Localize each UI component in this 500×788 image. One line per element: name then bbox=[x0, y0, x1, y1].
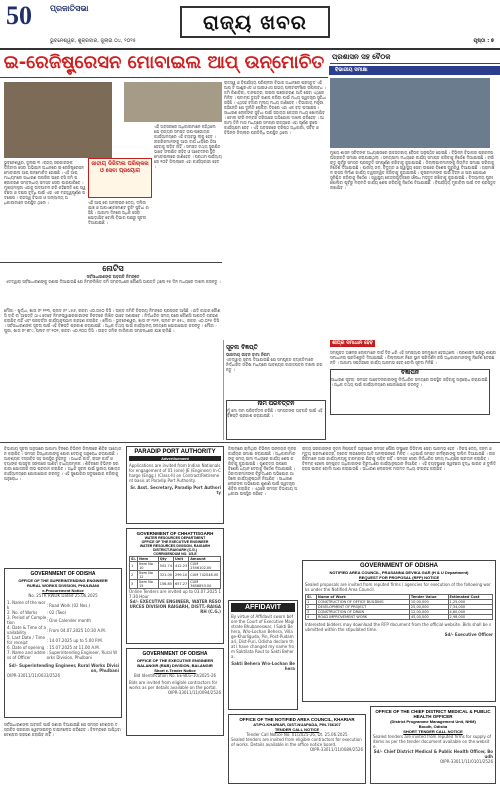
table-cell: : 15.07.2025 at 11.00 A.M. bbox=[46, 645, 101, 650]
affidavit-ad bbox=[228, 600, 298, 710]
cg-sub1: WATER RESOURCES DEPARTMENT bbox=[144, 536, 206, 540]
superintending-tender-ad bbox=[4, 568, 122, 718]
nac-sub1: NOTIFIED AREA COUNCIL, PRASANNA DEVIKA GAR (H & U Department) bbox=[329, 570, 469, 575]
bal-sub4: Bid Identification No. EE-BLG-10/2025-26 bbox=[133, 673, 217, 678]
table-header: Unit bbox=[173, 557, 188, 562]
logo-number: 50 bbox=[6, 1, 32, 30]
red-story-tag: ଶୀଘ୍ର ସମାଧାନ ହେବ bbox=[332, 340, 373, 346]
table-cell: 4 bbox=[306, 615, 317, 620]
page-number: ପୃଷ୍ଠା : ୭ bbox=[473, 38, 494, 44]
table-header: Item bbox=[138, 557, 159, 562]
small-ad-1-title: ନାମ ପରିବର୍ତ୍ତନ bbox=[257, 401, 295, 407]
notice-body: ମୌଜା - ଖୁର୍ଦ୍ଧା, ଖାତା ନଂ ୧୨୩, ପ୍ଲଟ ନଂ ୪୫୬, ରକବା ଏ୦.୦୫୦ ଡିସି । ଉକ୍ତ ଜମିଟି ବିକ୍ରୟ ନିମନ୍ତେ ପ୍ରସ୍ତାବ ଆସିଛି । ଯଦି କାହାର କୌଣସି ଦାବି ବା ଆପତ୍ତି ଥାଏ ତେବେ ନିମ୍ନସ୍ୱାକ୍ଷରକାରୀଙ୍କ ନିକଟରେ ଲିଖିତ ଭାବେ ଜଣାଇବେ । ନିର୍ଦ୍ଧାରିତ ସମୟ ପରେ କୌଣସି ଆପତ୍ତି ଗ୍ରହଣ କରାଯିବ ନାହିଁ ଏବଂ ପରବର୍ତ୍ତୀ କାର୍ଯ୍ୟାନୁଷ୍ଠାନ ଗ୍ରହଣ କରାଯିବ । ମୌଜା - ଭୁବନେଶ୍ୱର, ଖାତା ନଂ ୩୨୧, ପ୍ଲଟ ନଂ ୬୫୪, ରକବା ଏ୦.୦୨୫ ଡିସି । ସର୍ବସାଧାରଣଙ୍କ ସୂଚନା ପାଇଁ ଏହି ବିଜ୍ଞପ୍ତି ପ୍ରକାଶ କରାଯାଉଛି । ଅଧିକ ତଥ୍ୟ ପାଇଁ କାର୍ଯ୍ୟାଳୟ ସମୟରେ ଯୋଗାଯୋଗ କରନ୍ତୁ । ମୌଜା - ପୁରୀ, ଖାତା ନଂ ୭୮୯, ପ୍ଲଟ ନଂ ୧୦୧, ରକବା ଏ୦.୧୦୦ ଡିସି । ଉକ୍ତ ଜମିର ମାଲିକାନା ସମ୍ବନ୍ଧରେ ଯାଞ୍ଚ ଚାଲିଛି । bbox=[4, 308, 221, 333]
table-cell: CUM 3658853.00 bbox=[189, 580, 221, 589]
kh-ref: OIPR-33011/11/0089/2526 bbox=[309, 747, 363, 752]
table-cell: 4,60,000 bbox=[448, 610, 492, 615]
table-cell: 25,00,000 bbox=[409, 605, 448, 610]
story-text-col4: ରାଜସ୍ୱ ଓ ବିପର୍ଯ୍ୟୟ ପରିଚାଳନା ବିଭାଗ ଅଧୀନରେ ପ୍ରସ୍ତୁତ ଏହି ଆପ୍ ଟି ଆଣ୍ଡ୍ରଏଡ ଓ ଆଇଓଏସ ଉଭୟ ପ୍ଲାଟଫର୍ମରେ ଉପଲବ୍ଧ । ଜମି କିଣାବିକା, ଦାନପତ୍ର, ଉଇଲ ପଞ୍ଜୀକରଣ ଆଦି ସେବା ଏଥିରେ ମିଳିବ । ଷ୍ଟାମ୍ପ ଡ୍ୟୁଟି ଗଣନା କରିବା ପାଇଁ ମଧ୍ୟ ସ୍ୱତନ୍ତ୍ର ସୁବିଧା ରହିଛି । ଏଥିସହ ବଜାର ମୂଲ୍ୟ ମଧ୍ୟ ଜାଣିହେବ । ବିଭାଗୀୟ ମନ୍ତ୍ରୀ କହିଛନ୍ତି ଯେ ଦୁର୍ନୀତି ରୋକିବା ଦିଗରେ ଏହା ଏକ ବଡ଼ ପଦକ୍ଷେପ । ସାଧାରଣ ଲୋକଙ୍କ ସୁବିଧା ପାଇଁ ସହାୟତା କେନ୍ଦ୍ର ମଧ୍ୟ ଖୋଲାଯିବ । ଟୋଲ ଫ୍ରି ନମ୍ବର ଜରିଆରେ ଅଭିଯୋଗ ଦାଖଲ କରିହେବ । ଆଗାମୀ ତିନି ମାସ ମଧ୍ୟରେ ସମଗ୍ର ରାଜ୍ୟରେ ଏହା ପୂର୍ଣ୍ଣ ରୂପେ କାର୍ଯ୍ୟକ୍ଷମ ହେବ । ଏହି ଅବସରରେ ବରିଷ୍ଠ ଅଧିକାରୀ, ସଚିବ ଓ ବିଭିନ୍ନ ଜିଲ୍ଲାର ପ୍ରତିନିଧି ଉପସ୍ଥିତ ଥିଲେ । bbox=[224, 80, 326, 135]
kh-sub2: TENDER CALL NOTICE bbox=[274, 727, 320, 732]
table-cell: 3 bbox=[306, 610, 317, 615]
table-cell: 6. Date of opening bbox=[7, 645, 45, 650]
cdmo-sign: Sd/- Chief District Medical & Public Health Officer, Boudh bbox=[373, 749, 493, 759]
table-cell: 156.85 bbox=[158, 580, 173, 589]
cg-sub4: DISTRICT-RAIGARH (C.G.) bbox=[153, 548, 197, 552]
news-photo-event bbox=[124, 82, 222, 122]
cg-sub3: WATER RESOURCES DIVISION, RAIGARH bbox=[139, 544, 211, 548]
se-title: GOVERNMENT OF ODISHA bbox=[30, 571, 96, 577]
table-header: Sl. bbox=[131, 557, 137, 561]
table-row bbox=[7, 650, 119, 660]
bal-sub3: Short e-Tender Notice bbox=[154, 668, 196, 673]
table-header: Qty bbox=[158, 557, 173, 562]
mid-story-2: ଜିଲ୍ଲାରେ ଚାଲିଥିବା ବିଭିନ୍ନ ଉନ୍ନୟନ ମୂଳକ କାର୍ଯ୍ୟର ସମୀକ୍ଷା କରାଯାଇଛି । ଅଧିକାରୀମାନଙ୍କୁ ସମୟ ସୀମା ମଧ୍ୟରେ କାର୍ଯ୍ୟ ଶେଷ କରିବାକୁ କୁହାଯାଇଛି । ଗୁଣବତ୍ତା ଉପରେ ବିଶେଷ ଧ୍ୟାନ ଦେବାକୁ ନିର୍ଦ୍ଦେଶ ଦିଆଯାଇଛି । ଠିକାଦାରମାନଙ୍କ ବିରୁଦ୍ଧରେ ଅଭିଯୋଗ ଆସିଲେ କାର୍ଯ୍ୟାନୁଷ୍ଠାନ ନିଆଯିବ । ସାଧାରଣ ଲୋକଙ୍କ ଅଭିଯୋଗ ଶୁଣାଣି ପାଇଁ ସ୍ୱତନ୍ତ୍ର ଶିବିର କରାଯିବ । ଏଥିରେ ସମସ୍ତ ବିଭାଗୀୟ ଅଧିକାରୀ ଉପସ୍ଥିତ ରହିବେ । bbox=[228, 446, 298, 496]
notice-subtitle: ସର୍ବସାଧାରଣଙ୍କ ଅବଗତି ନିମନ୍ତେ bbox=[86, 274, 140, 279]
table-cell: 4. Date & Time of availability bbox=[7, 625, 46, 635]
table-cell: 2 bbox=[306, 605, 317, 610]
table-cell: 299.10 bbox=[173, 571, 188, 580]
cg-sub5: CORRIGENDUM NO. 1/5-E bbox=[153, 552, 197, 556]
se-sub1: OFFICE OF THE SUPERINTENDING ENGINEER bbox=[18, 578, 108, 583]
right-story-title: ପ୍ରଶାସନ ସହ ବୈଠକ bbox=[332, 53, 391, 61]
paradip-sub: Advertisement bbox=[129, 456, 221, 461]
table-row bbox=[306, 615, 493, 620]
masthead bbox=[0, 0, 500, 50]
news-photo-meeting bbox=[330, 78, 490, 148]
table-cell: 657.27 bbox=[173, 580, 188, 589]
table-header: Name of Work bbox=[316, 595, 409, 600]
table-cell: CUM 2556102.00 bbox=[189, 562, 221, 571]
table-cell: 1 bbox=[306, 600, 317, 605]
story-text-col3: ଏହି ଅବସରରେ ଅଧିକାରୀମାନେ କହିଥିଲେ ଯେ ରାଜ୍ୟର ସମସ୍ତ ଉପ-ପଞ୍ଜୀୟକ କାର୍ଯ୍ୟାଳୟରେ ଏହି ବ୍ୟବସ୍ଥା ଲାଗୁ ହେବ । ନାଗରିକମାନଙ୍କୁ ଆଉ ଦୀର୍ଘ ଧାଡ଼ିରେ ଠିଆ ହେବାକୁ ପଡ଼ିବ ନାହିଁ । ସମସ୍ତ ତଥ୍ୟ ସୁରକ୍ଷିତ ଭାବେ ସଂରକ୍ଷିତ ରହିବ ଓ ଆବେଦନର ସ୍ଥିତି ମୋବାଇଲରେ ଜାଣିହେବ । ପ୍ରଥମ ପର୍ଯ୍ୟାୟରେ ୧୦ଟି ଜିଲ୍ଲାରେ ଏହା କାର୍ଯ୍ୟକାରୀ ହେବ । bbox=[154, 124, 222, 169]
notice-block: ନୋଟିସ ସର୍ବସାଧାରଣଙ୍କ ଅବଗତି ନିମନ୍ତେ ଏତଦ୍ୱାରା ସର୍ବସାଧାରଣଙ୍କୁ ଜଣାଇ ଦିଆଯାଉଛି ଯେ ନିମ୍ନଲିଖିତ ଜମି ସମ୍ବନ୍ଧରେ କୌଣସି ଆପତ୍ତି ଥିଲେ ୧୫ ଦିନ ମଧ୍ୟରେ ଦାଖଲ କରନ୍ତୁ । bbox=[5, 264, 221, 284]
paradip-ad bbox=[126, 446, 224, 524]
se-sub3: e-Procurement Notice bbox=[42, 588, 84, 593]
story-text-col2: ଏହି ଆପ୍ ରେ ଅନଲାଇନ ଦେୟ, ଦଲିଲ ଯାଞ୍ଚ ଓ ଆପଏଣ୍ଟମେଣ୍ଟ ବୁକିଂ ସୁବିଧା ରହିଛି । ଆଗାମୀ ଦିନରେ ଅଧିକ ସେବା ଯୋଡ଼ାଯିବ ବୋଲି ବିଭାଗ ପକ୍ଷରୁ ସୂଚନା ଦିଆଯାଇଛି । bbox=[88, 200, 149, 225]
table-cell: : 02 (Two) bbox=[46, 610, 67, 615]
cdmo-tender-ad: OFFICE OF THE CHIEF DISTRICT MEDICAL & PUBLIC HEALTH OFFICER (District Programme Management Unit, NHM) Boudh, Odisha SHORT TENDER CALL NOTICE Sealed tenders are invited from reputed firms for supply of items as per the tender document available on the website. Sd/- Chief District Medical & Public Health Officer, Boudh OIPR-33011/11/0101/2526 bbox=[370, 706, 496, 784]
se-bid-no: No. 25TR RWDK Dated 25.06.2025 bbox=[28, 593, 98, 598]
mid-notice-sub: ଭାରତୀୟ ଜୀବନ ବୀମା ନିଗମ bbox=[226, 352, 270, 357]
notified-area-tender-ad: GOVERNMENT OF ODISHA NOTIFIED AREA COUNCIL, PRASANNA DEVIKA GAR (H & U Department) REQUEST FOR PROPOSAL (RFP) NOTICE Sealed proposals are invited from reputed firms / agencies for execution of the following works under the Notified Area Council. Sl. Name of Work Tender Value Estimated Cost 1 CONSTRUCTION OF OFFICE BUILDING 10,00,000 1,25,000 2 DEVELOPMENT OF PROJECT 25,00,000 7,34,000 3 CONSTRUCTION OF DRAIN 12,00,000 4,60,000 4 ROAD IMPROVEMENT WORK 45,00,000 2,98,000 Interested bidders may download the RFP document from the official website. Bids shall be submitted within the stipulated time. Sd/- Executive Officer bbox=[302, 560, 496, 702]
paradip-text: Applications are invited from Indian Nationals for engagement of 01 (one) JE (Engineer) In-Charge (Engg.) (Class-II) on Contract/Retirement basis at Paradip Port Authority. bbox=[129, 463, 221, 483]
paradip-sign: Sr. Asst. Secretary, Paradip Port Authority bbox=[130, 485, 221, 495]
paradip-title: PARADIP PORT AUTHORITY bbox=[134, 449, 216, 455]
cg-sub2: OFFICE OF THE EXECUTIVE ENGINEER bbox=[141, 540, 209, 544]
small-ad-1: ନାମ ପରିବର୍ତ୍ତନ ମୁଁ ମୋ ନାମ ପରିବର୍ତ୍ତନ କରିଛି । ସମସ୍ତଙ୍କ ଅବଗତି ପାଇଁ ଏହି ବିଜ୍ଞପ୍ତି ପ୍ରକାଶ କରାଯାଉଛି । bbox=[226, 400, 326, 440]
table-cell: 412.23 bbox=[173, 562, 188, 571]
nac-title: GOVERNMENT OF ODISHA bbox=[359, 563, 438, 569]
cdmo-sub3: SHORT TENDER CALL NOTICE bbox=[403, 729, 463, 734]
table-cell: Item No 12 bbox=[138, 571, 159, 580]
right-story-text: ମୁଖ୍ୟ ଶାସନ ସଚିବଙ୍କ ଅଧ୍ୟକ୍ଷତାରେ ଉଚ୍ଚସ୍ତରୀୟ ବୈଠକ ଅନୁଷ୍ଠିତ ହୋଇଛି । ବିଭିନ୍ନ ବିଭାଗର ପ୍ରକଳ୍ପ ଅଗ୍ରଗତି ସମୀକ୍ଷା କରାଯାଇଥିଲା । ସମୟସୀମା ମଧ୍ୟରେ କାର୍ଯ୍ୟ ସମାପ୍ତ କରିବାକୁ ନିର୍ଦ୍ଦେଶ ଦିଆଯାଇଛି । ବର୍ଷା ଋତୁ ପୂର୍ବରୁ ସମସ୍ତ ପ୍ରସ୍ତୁତି ସମ୍ପୂର୍ଣ୍ଣ କରିବାକୁ କୁହାଯାଇଛି । ଜିଲ୍ଲାପାଳମାନଙ୍କୁ ନିୟମିତ ସମୀକ୍ଷା କରିବାକୁ ନିର୍ଦ୍ଦେଶ ଦିଆଯାଇଛି । ପାନୀୟ ଜଳ, ବିଦ୍ୟୁତ ଓ ସ୍ୱାସ୍ଥ୍ୟ ସେବା ଉପରେ ବିଶେଷ ଗୁରୁତ୍ୱ ଦିଆଯାଇଛି । ଗ୍ରାମାଞ୍ଚଳ ରାସ୍ତା ନିର୍ମାଣ କାର୍ଯ୍ୟ ତ୍ୱରାନ୍ୱିତ କରିବାକୁ କୁହାଯାଇଛି । କୃଷକମାନଙ୍କ ପାଇଁ ବିହନ ଓ ସାର ଯୋଗାଣ ସୁନିଶ୍ଚିତ କରିବାକୁ ନିର୍ଦ୍ଦେଶ । ସ୍ୱାସ୍ଥ୍ୟ କେନ୍ଦ୍ରଗୁଡ଼ିକରେ ଔଷଧ ମହଜୁଦ ରଖିବାକୁ କୁହାଯାଇଛି । ବିଦ୍ୟାଳୟ ପୁନଃ ଖୋଲିବା ପୂର୍ବରୁ ମରାମତି କାର୍ଯ୍ୟ ଶେଷ କରିବାକୁ ନିର୍ଦ୍ଦେଶ ଦିଆଯାଇଛି । ବିପର୍ଯ୍ୟୟ ମୁକାବିଲା ପାଇଁ ଦଳ ପ୍ରସ୍ତୁତ ରଖାଯିବ । bbox=[330, 150, 496, 190]
nac-sub2: REQUEST FOR PROPOSAL (RFP) NOTICE bbox=[358, 575, 440, 580]
divider bbox=[0, 442, 500, 443]
cdmo-title: OFFICE OF THE CHIEF DISTRICT MEDICAL & PUBLIC HEALTH OFFICER bbox=[375, 709, 491, 719]
table-row bbox=[130, 571, 221, 580]
table-cell: 2. No. of Works bbox=[7, 610, 38, 615]
table-cell: Item No 10 bbox=[138, 562, 159, 571]
se-ref: OIPR-33011/11/0033/2526 bbox=[7, 673, 61, 678]
divider bbox=[0, 262, 222, 263]
highlight-box-text: ଜାତୀୟ ଡିଜିଟାଲ ପରିଚାଳନା ଓ ସେବା ପ୍ରୟୋଗ bbox=[91, 161, 149, 174]
logo-name: ପ୍ରଜାତିସଭା bbox=[50, 4, 89, 13]
chhattisgarh-tender-ad bbox=[126, 528, 224, 644]
main-headline: ଇ-ରେଜିଷ୍ଟ୍ରେସନ ମୋବାଇଲ ଆପ୍ ଉନ୍ମୋଚିତ bbox=[0, 50, 328, 78]
table-cell: 2 bbox=[130, 571, 138, 580]
story-text-col1: ଭୁବନେଶ୍ୱର, ଜୁଲାଇ ୩ ।ରାଜ୍ୟ ସରକାରଙ୍କ ଡିଜିଟାଲ ସେବା ଅଭିଯାନ ଅଧୀନରେ ଇ-ରେଜିଷ୍ଟ୍ରେସନ ମୋବାଇଲ ଆପ୍ ଉନ୍ମୋଚିତ ହୋଇଛି । ଏହି ଆପ୍ ମାଧ୍ୟମରେ ସାଧାରଣ ନାଗରିକ ଘରେ ବସି ଜମି ପଞ୍ଜୀକରଣ ସମ୍ବନ୍ଧୀୟ ସମସ୍ତ ସେବା ପାଇପାରିବେ । ମୁଖ୍ୟମନ୍ତ୍ରୀ ଏହାକୁ ଉଦ୍‌ଘାଟନ କରି କହିଛନ୍ତି ଯେ ସ୍ୱଚ୍ଛତା ଓ ଦକ୍ଷତା ବୃଦ୍ଧି ପାଇଁ ଏହା ଏକ ମହତ୍ତ୍ୱପୂର୍ଣ୍ଣ ପଦକ୍ଷେପ । ରାଜସ୍ୱ ବିଭାଗ ଓ ଅନ୍ୟାନ୍ୟ ଅଧିକାରୀମାନେ ଉପସ୍ଥିତ ଥିଲେ । bbox=[4, 160, 86, 205]
affidavit-sign: Sakti Behera W/o-Lochan Behera bbox=[231, 661, 295, 671]
bal-sub2: BALANGIR (R&B) DIVISION, BALANGIR bbox=[137, 663, 213, 668]
table-header: Estimated Cost bbox=[448, 595, 492, 600]
se-sign: Sd/- Superintending Engineer, Rural Works Division, Phulbani bbox=[8, 663, 119, 673]
right-story-cont: ସମ୍ପୃକ୍ତ ଅଞ୍ଚଳର ଲୋକମାନେ ଦୀର୍ଘ ଦିନ ଧରି ଏହି ସମସ୍ୟାର ସମ୍ମୁଖୀନ ହେଉଥିଲେ । ପ୍ରଶାସନ ପକ୍ଷରୁ ଶୀଘ୍ର ସମାଧାନର ପ୍ରତିଶ୍ରୁତି ଦିଆଯାଇଛି । ଜିଲ୍ଲାପାଳ ନିଜେ ସ୍ଥାନ ପରିଦର୍ଶନ କରି ଅଧିକାରୀମାନଙ୍କୁ ନିର୍ଦ୍ଦେଶ ଦେଇଛନ୍ତି । ଆଗାମୀ ସପ୍ତାହରେ କାର୍ଯ୍ୟ ଆରମ୍ଭ ହେବ ବୋଲି ସୂଚନା ମିଳିଛି । ବିଜ୍ଞାପନ ସାଧାରଣ ସୂଚନା: ସମସ୍ତ ଆବେଦନକାରୀଙ୍କୁ ନିର୍ଦ୍ଧାରିତ ସମୟରେ ଉପସ୍ଥିତ ରହିବାକୁ ଅନୁରୋଧ କରାଯାଉଛି । ଅଧିକ ତଥ୍ୟ ପାଇଁ କାର୍ଯ୍ୟାଳୟରେ ଯୋଗାଯୋଗ କରନ୍ତୁ । bbox=[330, 350, 496, 440]
cdmo-sub2: Boudh, Odisha bbox=[418, 724, 448, 729]
table-cell: 5. Last Date / Time for receipt bbox=[7, 635, 45, 645]
table-cell: 1 bbox=[130, 562, 138, 571]
nac-table bbox=[305, 594, 493, 620]
kh-sub3: Tender Call Notice No. 01/2025-26, Dt. 25.06.2025 bbox=[246, 732, 348, 737]
table-row bbox=[7, 635, 119, 645]
cg-title: GOVERNMENT OF CHHATTISGARH bbox=[136, 531, 214, 536]
left-notice-text: ବିଭାଗୀୟ ସୂଚନା ଅନୁସାରେ ଆଗାମୀ ଦିନରେ ବିଭିନ୍ନ ଜିଲ୍ଲାରେ ଶିବିର ଆୟୋଜନ କରାଯିବ । ସମସ୍ତ ହିତାଧିକାରୀଙ୍କୁ ଯୋଗ ଦେବାକୁ ଅନୁରୋଧ କରାଯାଉଛି । ଆବଶ୍ୟକ ଦସ୍ତାବିଜ ସହ ଉପସ୍ଥିତ ରୁହନ୍ତୁ । ଆଧାର କାର୍ଡ, ରାସନ କାର୍ଡ ଓ ବ୍ୟାଙ୍କ ପାସବୁକ ସଙ୍ଗରେ ଆଣିବା ବାଧ୍ୟତାମୂଳକ । ଶିବିରରେ ବିଭିନ୍ନ ସରକାରୀ ଯୋଜନାର ଲାଭ ପ୍ରଦାନ କରାଯିବ । ଅଧିକ ସୂଚନା ପାଇଁ ସ୍ଥାନୀୟ ପଞ୍ଚାୟତ କାର୍ଯ୍ୟାଳୟରେ ଯୋଗାଯୋଗ କରନ୍ତୁ । ଏହି ସୁଯୋଗର ସଦୁପଯୋଗ କରିବାକୁ ଅନୁରୋଧ । bbox=[4, 446, 122, 481]
se-sub2: RURAL WORKS DIVISION, PHULBANI bbox=[27, 583, 99, 588]
affidavit-text: By virtue of Affidavit sworn before the Court of Executive Magistrate Bhubaneswar, I Sakti Behera, W/o-Lochan Behera, Village-Kharliguda, Pin, Post-Pudamari, Dist-Puri, Odisha declare that I have changed my name from Saktilata Rout to Sakti Behera. bbox=[231, 614, 295, 659]
highlight-box bbox=[88, 158, 152, 198]
cg-table bbox=[129, 556, 221, 589]
dateline: ଭୁବନେଶ୍ୱର, ଶୁକ୍ରବାର, ଜୁଲାଇ ୦୪, ୨୦୨୫ bbox=[50, 38, 136, 44]
table-cell: : Road Work (02 Nos.) bbox=[46, 602, 91, 608]
table-cell: 45,00,000 bbox=[409, 615, 448, 620]
table-cell: CONSTRUCTION OF OFFICE BUILDING bbox=[316, 600, 409, 605]
table-cell: : 14.07.2025 up to 5.00 P.M. bbox=[46, 637, 103, 643]
table-cell: : One Calender month bbox=[46, 617, 91, 623]
table-cell: 12,00,000 bbox=[409, 610, 448, 615]
cg-footer: Online Tenders are invited up to 03.07.2025 17:30 Hour bbox=[129, 589, 221, 599]
right-story-subhead: ବିଭାଗୀୟ ସମୀକ୍ଷା bbox=[329, 66, 500, 75]
cdmo-ref: OIPR-33011/11/0101/2526 bbox=[439, 759, 493, 764]
table-cell: 3 bbox=[130, 580, 138, 589]
news-photo-main bbox=[4, 82, 112, 158]
bottom-left-text: ସର୍ବସାଧାରଣଙ୍କ ଅବଗତି ପାଇଁ ଜଣାଇ ଦିଆଯାଉଛି ଯେ ସମସ୍ତ ଟେଣ୍ଡର ଦସ୍ତାବିଜ ସରକାରୀ ୱେବସାଇଟରୁ ଡାଉନଲୋଡ କରିହେବ । ବିଳମ୍ବରେ ଆସିଥିବା ଟେଣ୍ଡର ଗ୍ରହଣ କରାଯିବ ନାହିଁ । bbox=[4, 722, 121, 737]
table-cell: CUM 742048.00 bbox=[189, 571, 221, 580]
table-cell: 7. Name and address of Officer bbox=[7, 650, 46, 660]
se-details bbox=[7, 600, 119, 660]
bal-sub1: OFFICE OF THE EXECUTIVE ENGINEER bbox=[136, 658, 214, 663]
cdmo-sub1: (District Programme Management Unit, NHM) bbox=[390, 719, 476, 724]
khariar-tender-ad: OFFICE OF THE NOTIFIED AREA COUNCIL, KHARIAR AT/PO-KHARIAR, DIST-NUAPADA, PIN-766107 TENDER CALL NOTICE Tender Call Notice No. 01/2025-26, Dt. 25.06.2025 Sealed tenders are invited from eligible contractors for execution of works. Details available in the office notice board. OIPR-33011/11/0089/2526 bbox=[228, 714, 366, 784]
table-cell: 10,00,000 bbox=[409, 600, 448, 605]
mid-story: ସୂଚନା ବିଜ୍ଞପ୍ତି ଭାରତୀୟ ଜୀବନ ବୀମା ନିଗମ ଏତଦ୍ୱାରା ସୂଚନା ଦିଆଯାଉଛି ଯେ ସମ୍ପୃକ୍ତ ବ୍ୟକ୍ତିମାନେ ନିର୍ଦ୍ଧାରିତ ତାରିଖ ମଧ୍ୟରେ ଆବଶ୍ୟକ କାଗଜପତ୍ର ଦାଖଲ କରନ୍ତୁ । bbox=[226, 344, 326, 398]
kh-sub1: AT/PO-KHARIAR, DIST-NUAPADA, PIN-766107 bbox=[253, 722, 341, 727]
table-cell: 3. Period of Completion bbox=[7, 615, 47, 625]
notice-title: ନୋଟିସ bbox=[102, 264, 124, 273]
table-cell: Item No 15 bbox=[138, 580, 159, 589]
divider bbox=[223, 340, 224, 440]
bal-ref: OIPR-33011/11/0094/2526 bbox=[167, 690, 221, 695]
table-cell: 1,25,000 bbox=[448, 600, 492, 605]
right-story-header bbox=[330, 52, 500, 64]
table-cell: 7,34,000 bbox=[448, 605, 492, 610]
cg-sign: Sd/- EXECUTIVE ENGINEER, WATER RESOURCES DIVISION RAIGARH, DISTT.-RAIGARH (C.G.) bbox=[129, 599, 221, 614]
table-cell: : Superintending Engineer, Rural Works Division, Phulbani bbox=[46, 650, 118, 660]
table-row bbox=[7, 600, 119, 610]
table-row bbox=[7, 615, 119, 625]
table-row bbox=[130, 562, 221, 571]
table-cell: ROAD IMPROVEMENT WORK bbox=[316, 615, 409, 620]
small-ad-2-title: ବିଜ୍ଞାପନ bbox=[401, 370, 419, 376]
table-cell: : From 04.07.2025 10:30 A.M. bbox=[46, 627, 106, 633]
balangir-tender-ad: GOVERNMENT OF ODISHA OFFICE OF THE EXECUTIVE ENGINEER BALANGIR (R&B) DIVISION, BALANGIR Short e-Tender Notice Bid Identification No. EE-BLG-10/2025-26 Bids are invited from eligible contractors for works as per details available on the portal. OIPR-33011/11/0094/2526 bbox=[126, 648, 224, 736]
kh-title: OFFICE OF THE NOTIFIED AREA COUNCIL, KHARIAR bbox=[239, 717, 355, 722]
table-header: Tender Value bbox=[409, 595, 448, 600]
right-lower-story: ରାଜ୍ୟ ସରକାରଙ୍କ ନୂତନ ନିଷ୍ପତ୍ତି ଅନୁସାରେ ସମସ୍ତ ପୌର ସଂସ୍ଥାରେ ଡିଜିଟାଲ ସେବା ଆରମ୍ଭ ହେବ । ଟିକସ ଦେୟ, ଜନ୍ମ ଓ ମୃତ୍ୟୁ ପ୍ରମାଣପତ୍ର, ଟ୍ରେଡ ଲାଇସେନ୍ସ ଆଦି ଅନଲାଇନରେ ମିଳିବ । ଏଥିପାଇଁ ସମସ୍ତ କର୍ମଚାରୀଙ୍କୁ ତାଲିମ ଦିଆଯାଉଛି । ନାଗରିକମାନେ ଆଉ କାର୍ଯ୍ୟାଳୟକୁ ବାରମ୍ବାର ଯିବାକୁ ପଡ଼ିବ ନାହିଁ । ସମସ୍ତ ସେବା ନିର୍ଦ୍ଧାରିତ ସମୟ ମଧ୍ୟରେ ପ୍ରଦାନ କରାଯିବ । ବିଳମ୍ବ ହେଲେ ସମ୍ପୃକ୍ତ ଅଧିକାରୀଙ୍କ ବିରୁଦ୍ଧରେ କାର୍ଯ୍ୟାନୁଷ୍ଠାନ ନିଆଯିବ । ଏହି ବ୍ୟବସ୍ଥାରେ ସ୍ୱଚ୍ଛତା ବୃଦ୍ଧି ପାଇବ ଓ ଦୁର୍ନୀତି ହ୍ରାସ ପାଇବ ବୋଲି ଆଶା କରାଯାଉଛି । ସାଧାରଣ ଲୋକଙ୍କ ମତାମତ ମଧ୍ୟ ସଂଗ୍ରହ କରାଯିବ । bbox=[302, 446, 496, 471]
table-cell: 502.74 bbox=[158, 562, 173, 571]
bal-title: GOVERNMENT OF ODISHA bbox=[142, 651, 208, 657]
table-header: Amount bbox=[189, 557, 221, 562]
section-title: ରାଜ୍ୟ ଖବର bbox=[180, 6, 330, 38]
table-cell: 1. Name of the work bbox=[7, 600, 46, 610]
table-cell: CONSTRUCTION OF DRAIN bbox=[316, 610, 409, 615]
table-row bbox=[7, 625, 119, 635]
mid-notice-title: ସୂଚନା ବିଜ୍ଞପ୍ତି bbox=[226, 344, 258, 351]
table-row bbox=[130, 580, 221, 589]
table-cell: 2,98,000 bbox=[448, 615, 492, 620]
affidavit-title: AFFIDAVIT bbox=[231, 603, 295, 612]
table-header: Sl. bbox=[306, 595, 317, 600]
nac-sign: Sd/- Executive Officer bbox=[444, 632, 493, 637]
small-ad-2: ବିଜ୍ଞାପନ ସାଧାରଣ ସୂଚନା: ସମସ୍ତ ଆବେଦନକାରୀଙ୍କୁ ନିର୍ଦ୍ଧାରିତ ସମୟରେ ଉପସ୍ଥିତ ରହିବାକୁ ଅନୁରୋଧ କରାଯାଉଛି । ଅଧିକ ତଥ୍ୟ ପାଇଁ କାର୍ଯ୍ୟାଳୟରେ ଯୋଗାଯୋଗ କରନ୍ତୁ । bbox=[330, 369, 490, 415]
table-cell: DEVELOPMENT OF PROJECT bbox=[316, 605, 409, 610]
table-cell: 321.00 bbox=[158, 571, 173, 580]
